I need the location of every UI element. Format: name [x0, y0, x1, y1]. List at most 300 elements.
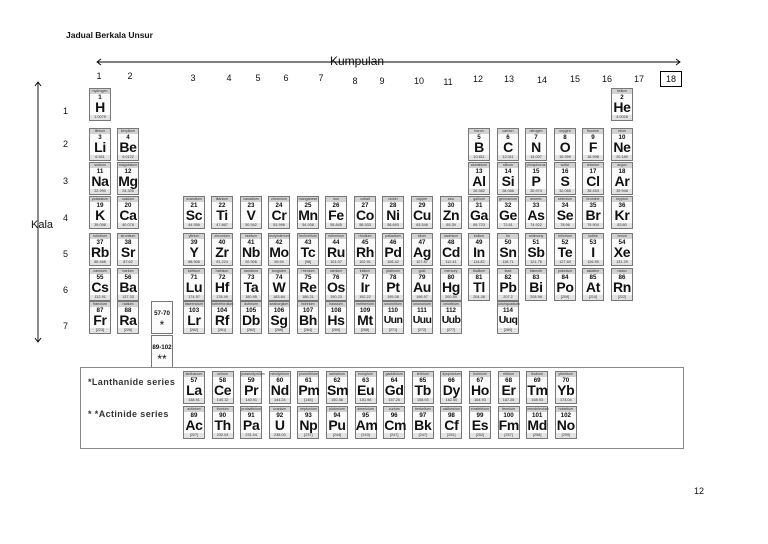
atomic-number: 85 — [589, 274, 597, 281]
element-symbol: Ho — [470, 382, 490, 398]
atomic-mass: 83.80 — [612, 223, 632, 228]
element-cell-as — [525, 196, 547, 229]
element-cell-nb — [240, 233, 262, 266]
atomic-mass: 10.811 — [469, 155, 489, 160]
atomic-mass: [243] — [356, 433, 376, 438]
element-name: promethium — [298, 372, 318, 376]
atomic-mass: 47.867 — [212, 223, 232, 228]
element-cell-zn — [440, 196, 462, 229]
element-symbol: H — [95, 99, 105, 115]
element-cell-re — [297, 268, 319, 301]
element-symbol: Am — [355, 417, 378, 433]
element-symbol: Tm — [527, 382, 548, 398]
element-name: arsenic — [526, 197, 546, 202]
atomic-number: 35 — [589, 202, 597, 209]
atomic-number: 40 — [218, 239, 226, 246]
atomic-mass: [251] — [441, 433, 461, 438]
atomic-number: 60 — [276, 377, 284, 384]
period-number-4: 4 — [63, 213, 69, 223]
atomic-number: 38 — [124, 239, 132, 246]
atomic-mass: 164.93 — [470, 398, 490, 403]
element-name: phosphorus — [526, 163, 546, 167]
atomic-number: 64 — [390, 377, 398, 384]
element-name: radium — [118, 302, 138, 307]
atomic-mass: 106.42 — [383, 260, 403, 265]
atomic-number: 24 — [275, 202, 283, 209]
element-symbol: Si — [501, 173, 515, 189]
element-name: zinc — [441, 197, 461, 202]
atomic-mass: 91.224 — [212, 260, 232, 265]
element-name: ruthenium — [326, 234, 346, 239]
atomic-mass: 192.22 — [355, 295, 375, 300]
atomic-number: 47 — [418, 239, 426, 246]
element-name: caesium — [90, 269, 110, 274]
element-name: fluorine — [583, 129, 603, 134]
atomic-number: 39 — [190, 239, 198, 246]
atomic-mass: 137.33 — [118, 295, 138, 300]
element-name: nitrogen — [526, 129, 546, 134]
element-name: titanium — [212, 197, 232, 202]
element-symbol: Na — [91, 173, 109, 189]
element-cell-si — [497, 162, 519, 195]
element-symbol: Pa — [242, 417, 260, 433]
atomic-number: 18 — [618, 168, 626, 175]
atomic-number: 76 — [332, 274, 340, 281]
element-cell-sn — [497, 233, 519, 266]
element-symbol: B — [474, 139, 484, 155]
element-symbol: Pm — [298, 382, 320, 398]
element-cell-pm — [297, 371, 319, 404]
element-symbol: Cl — [586, 173, 600, 189]
element-name: americium — [357, 407, 374, 411]
element-symbol: Sm — [327, 382, 349, 398]
atomic-mass: [262] — [184, 328, 204, 333]
element-cell-th — [212, 406, 234, 439]
element-name: gadolinium — [385, 372, 403, 376]
element-symbol: Pd — [384, 244, 402, 260]
element-symbol: Sc — [185, 207, 203, 223]
atomic-number: 1 — [98, 94, 102, 101]
element-name: mercury — [441, 269, 461, 274]
atomic-number: 74 — [275, 274, 283, 281]
element-cell-rf — [211, 301, 233, 334]
element-cell-kr — [611, 196, 633, 229]
element-symbol: Tl — [473, 279, 485, 295]
atomic-number: 88 — [124, 307, 132, 314]
element-cell-ti — [211, 196, 233, 229]
element-cell-uub — [440, 301, 462, 334]
element-name: gallium — [469, 197, 489, 202]
element-symbol: Rf — [214, 312, 230, 328]
element-symbol: Ni — [386, 207, 400, 223]
element-cell-yb — [555, 371, 577, 404]
atomic-number: 103 — [188, 307, 200, 314]
atomic-number: 9 — [591, 134, 595, 141]
element-symbol: Rb — [90, 244, 110, 260]
element-name: ununquadium — [498, 302, 520, 306]
atomic-number: 108 — [330, 307, 342, 314]
element-name: europium — [356, 372, 376, 377]
element-cell-se — [554, 196, 576, 229]
element-symbol: Md — [527, 417, 547, 433]
atomic-mass: 40.078 — [118, 223, 138, 228]
atomic-number: 93 — [304, 412, 312, 419]
element-cell-uun — [382, 301, 404, 334]
atomic-number: 36 — [618, 202, 626, 209]
actinide-series-label: * *Actinide series — [88, 409, 169, 419]
element-cell-md — [526, 406, 548, 439]
element-name: strontium — [118, 234, 138, 239]
atomic-mass: [247] — [384, 433, 404, 438]
element-cell-c — [497, 128, 519, 161]
element-symbol: Re — [299, 279, 317, 295]
atomic-mass: 158.93 — [413, 398, 433, 403]
element-name: tellurium — [555, 234, 575, 239]
atomic-number: 27 — [361, 202, 369, 209]
atomic-number: 109 — [359, 307, 371, 314]
actinide-placeholder — [151, 335, 173, 368]
atomic-number: 105 — [245, 307, 257, 314]
atomic-mass: [237] — [298, 433, 318, 438]
element-cell-la — [183, 371, 205, 404]
group-number-7: 7 — [318, 73, 324, 83]
element-symbol: Bi — [529, 279, 543, 295]
element-cell-pb — [497, 268, 519, 301]
atomic-mass: 51.996 — [269, 223, 289, 228]
element-name: tungsten — [269, 269, 289, 274]
element-symbol: Sg — [270, 312, 288, 328]
element-cell-b — [468, 128, 490, 161]
atomic-number: 49 — [475, 239, 483, 246]
element-cell-at — [582, 268, 604, 301]
element-name: krypton — [612, 197, 632, 202]
atomic-mass: [209] — [555, 295, 575, 300]
element-name: lawrencium — [184, 302, 204, 306]
element-symbol: Sn — [499, 244, 517, 260]
element-cell-cf — [440, 406, 462, 439]
atomic-number: 99 — [476, 412, 484, 419]
atomic-number: 79 — [418, 274, 426, 281]
atomic-mass: 195.08 — [383, 295, 403, 300]
atomic-mass: 208.98 — [526, 295, 546, 300]
element-name: protactinium — [241, 407, 261, 411]
atomic-mass: [272] — [412, 328, 432, 333]
group-number-9: 9 — [379, 76, 385, 86]
element-name: curium — [384, 407, 404, 412]
element-symbol: Ta — [243, 279, 259, 295]
element-cell-s — [554, 162, 576, 195]
element-cell-ba — [117, 268, 139, 301]
element-symbol: Li — [94, 139, 106, 155]
element-cell-ho — [469, 371, 491, 404]
atomic-mass: [244] — [327, 433, 347, 438]
element-name: antimony — [526, 234, 546, 239]
element-symbol: Cf — [444, 417, 459, 433]
element-name: calcium — [118, 197, 138, 202]
element-name: potassium — [91, 197, 109, 201]
lanthanide-series-label: *Lanthanide series — [88, 377, 176, 387]
element-cell-hf — [211, 268, 233, 301]
element-cell-sm — [326, 371, 348, 404]
atomic-mass: 238.03 — [270, 433, 290, 438]
atomic-number: 55 — [96, 274, 104, 281]
element-symbol: Mg — [118, 173, 138, 189]
atomic-number: 92 — [276, 412, 284, 419]
element-name: nobelium — [556, 407, 576, 412]
element-symbol: No — [556, 417, 575, 433]
atomic-number: 65 — [419, 377, 427, 384]
element-name: tantalum — [241, 269, 261, 274]
atomic-number: 46 — [389, 239, 397, 246]
period-number-6: 6 — [63, 285, 69, 295]
element-cell-pt — [382, 268, 404, 301]
element-name: tin — [498, 234, 518, 239]
element-cell-pd — [382, 233, 404, 266]
atomic-number: 63 — [362, 377, 370, 384]
atomic-number: 84 — [561, 274, 569, 281]
element-cell-mt — [354, 301, 376, 334]
atomic-number: 10 — [618, 134, 626, 141]
element-symbol: Ag — [412, 244, 432, 260]
lanthanide-star: * — [159, 318, 165, 332]
atomic-number: 20 — [124, 202, 132, 209]
element-symbol: Rn — [612, 279, 632, 295]
atomic-number: 87 — [96, 307, 104, 314]
element-cell-os — [325, 268, 347, 301]
atomic-number: 11 — [96, 168, 104, 175]
atomic-number: 102 — [560, 412, 571, 419]
element-name: iodine — [583, 234, 603, 239]
atomic-mass: 207.2 — [498, 295, 518, 300]
element-symbol: Er — [501, 382, 516, 398]
element-name: zirconium — [212, 234, 232, 239]
group-number-11: 11 — [443, 77, 453, 87]
atomic-mass: 50.942 — [241, 223, 261, 228]
element-symbol: Ce — [213, 382, 232, 398]
element-cell-i — [582, 233, 604, 266]
element-symbol: Eu — [356, 382, 375, 398]
element-cell-rn — [611, 268, 633, 301]
element-cell-ag — [411, 233, 433, 266]
atomic-mass: 157.25 — [384, 398, 404, 403]
element-symbol: I — [591, 244, 595, 260]
atomic-mass: 178.49 — [212, 295, 232, 300]
element-cell-tb — [412, 371, 434, 404]
atomic-mass: 72.61 — [498, 223, 518, 228]
atomic-number: 56 — [124, 274, 132, 281]
atomic-number: 57 — [190, 377, 198, 384]
atomic-mass: 74.922 — [526, 223, 546, 228]
atomic-mass: 54.938 — [298, 223, 318, 228]
group-number-10: 10 — [413, 76, 424, 86]
atomic-mass: [210] — [583, 295, 603, 300]
atomic-mass: [252] — [470, 433, 490, 438]
element-cell-fm — [498, 406, 520, 439]
atomic-number: 12 — [124, 168, 132, 175]
element-symbol: Cd — [441, 244, 461, 260]
atomic-mass: 183.84 — [269, 295, 289, 300]
element-name: chromium — [269, 197, 289, 202]
atomic-mass: [247] — [413, 433, 433, 438]
element-name: molybdenum — [269, 234, 290, 238]
element-cell-eu — [355, 371, 377, 404]
element-cell-mo — [268, 233, 290, 266]
atomic-mass: 144.24 — [270, 398, 290, 403]
element-name: palladium — [383, 234, 403, 239]
group-number-15: 15 — [569, 74, 580, 84]
element-cell-o — [554, 128, 576, 161]
atomic-number: 81 — [475, 274, 483, 281]
atomic-number: 73 — [247, 274, 255, 281]
element-name: radon — [612, 269, 632, 274]
element-symbol: Ac — [185, 417, 203, 433]
element-cell-fr — [89, 301, 111, 334]
element-name: thorium — [213, 407, 233, 412]
atomic-number: 97 — [419, 412, 427, 419]
page-number: 12 — [694, 486, 705, 496]
atomic-mass: [258] — [527, 433, 547, 438]
element-symbol: Bh — [298, 312, 318, 328]
atomic-mass: 173.04 — [556, 398, 576, 403]
element-cell-mg — [117, 162, 139, 195]
element-symbol: Db — [241, 312, 261, 328]
element-cell-xe — [611, 233, 633, 266]
element-cell-sc — [183, 196, 205, 229]
element-cell-p — [525, 162, 547, 195]
atomic-mass: 78.96 — [555, 223, 575, 228]
period-number-2: 2 — [63, 139, 69, 149]
element-cell-nd — [269, 371, 291, 404]
atomic-number: 33 — [532, 202, 540, 209]
atomic-mass: 20.180 — [612, 155, 632, 160]
element-cell-u — [269, 406, 291, 439]
element-name: erbium — [499, 372, 519, 377]
element-symbol: Cm — [384, 417, 407, 433]
atomic-mass: 118.71 — [498, 260, 518, 265]
atomic-number: 23 — [247, 202, 255, 209]
element-symbol: F — [588, 139, 598, 155]
element-cell-hs — [325, 301, 347, 334]
element-cell-cl — [582, 162, 604, 195]
element-symbol: Cu — [412, 207, 432, 223]
element-name: praseodymium — [241, 372, 265, 376]
atomic-mass: 35.453 — [583, 189, 603, 194]
atomic-mass: 102.91 — [355, 260, 375, 265]
atomic-mass: 196.97 — [412, 295, 432, 300]
atomic-number: 112 — [446, 307, 456, 314]
atomic-mass: 204.38 — [469, 295, 489, 300]
atomic-number: 21 — [190, 202, 198, 209]
atomic-number: 68 — [505, 377, 513, 384]
atomic-number: 70 — [562, 377, 570, 384]
element-cell-hg — [440, 268, 462, 301]
element-symbol: Zr — [215, 244, 229, 260]
atomic-mass: [262] — [241, 328, 261, 333]
element-name: yttrium — [184, 234, 204, 239]
atomic-number: 100 — [503, 412, 514, 419]
atomic-mass: [269] — [326, 328, 346, 333]
atomic-number: 3 — [98, 134, 102, 141]
element-name: cobalt — [355, 197, 375, 202]
element-cell-tl — [468, 268, 490, 301]
element-symbol: Ir — [360, 279, 370, 295]
period-number-3: 3 — [63, 176, 69, 186]
element-symbol: U — [274, 417, 285, 433]
element-symbol: K — [95, 207, 105, 223]
element-symbol: Hf — [214, 279, 230, 295]
element-cell-sg — [268, 301, 290, 334]
element-symbol: Sr — [120, 244, 136, 260]
atomic-number: 28 — [389, 202, 397, 209]
atomic-number: 104 — [216, 307, 228, 314]
atomic-mass: 85.468 — [90, 260, 110, 265]
element-name: iridium — [355, 269, 375, 274]
element-cell-cm — [383, 406, 405, 439]
group-number-17: 17 — [633, 74, 644, 84]
element-symbol: Kr — [614, 207, 630, 223]
atomic-mass: 186.21 — [298, 295, 318, 300]
atomic-mass: [98] — [298, 260, 318, 265]
element-cell-y — [183, 233, 205, 266]
group-number-18: 18 — [660, 71, 682, 87]
element-name: polonium — [555, 269, 575, 274]
atomic-mass: [227] — [184, 433, 204, 438]
atomic-number: 7 — [534, 134, 538, 141]
atomic-mass: 126.90 — [583, 260, 603, 265]
atomic-mass: 1.0079 — [90, 115, 110, 120]
element-symbol: Al — [472, 173, 486, 189]
atomic-mass: 9.0122 — [118, 155, 138, 160]
element-symbol: S — [560, 173, 570, 189]
lanthanide-placeholder — [151, 301, 173, 334]
group-number-2: 2 — [127, 71, 133, 81]
element-name: platinum — [383, 269, 403, 274]
element-cell-te — [554, 233, 576, 266]
element-name: scandium — [184, 197, 204, 202]
atomic-mass: 39.948 — [612, 189, 632, 194]
element-symbol: Ti — [216, 207, 228, 223]
atomic-number: 32 — [504, 202, 512, 209]
element-name: fermium — [499, 407, 519, 412]
element-symbol: Ga — [469, 207, 489, 223]
element-cell-tm — [526, 371, 548, 404]
atomic-number: 42 — [275, 239, 283, 246]
atomic-mass: [268] — [355, 328, 375, 333]
group-number-6: 6 — [283, 73, 289, 83]
element-name: copper — [412, 197, 432, 202]
element-symbol: C — [503, 139, 513, 155]
atomic-number: 4 — [126, 134, 130, 141]
element-name: ununbium — [441, 302, 461, 307]
atomic-number: 91 — [247, 412, 255, 419]
element-symbol: At — [585, 279, 601, 295]
element-cell-bk — [412, 406, 434, 439]
group-number-14: 14 — [536, 75, 547, 85]
group-number-13: 13 — [503, 74, 514, 84]
atomic-mass: 168.93 — [527, 398, 547, 403]
element-cell-gd — [383, 371, 405, 404]
period-number-1: 1 — [63, 106, 69, 116]
element-symbol: Pt — [386, 279, 400, 295]
element-name: neodymium — [270, 372, 290, 376]
element-name: lutetium — [184, 269, 204, 274]
atomic-number: 72 — [218, 274, 226, 281]
atomic-mass: 58.933 — [355, 223, 375, 228]
element-cell-dy — [440, 371, 462, 404]
period-arrow — [35, 82, 41, 342]
element-name: rutherfordium — [212, 302, 234, 306]
element-symbol: Es — [471, 417, 489, 433]
